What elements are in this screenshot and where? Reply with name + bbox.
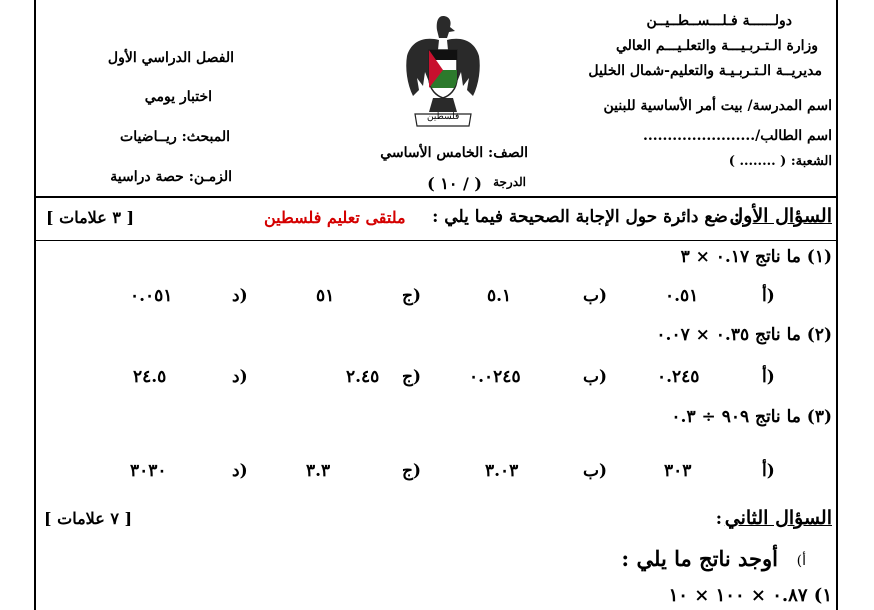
q1-item1-letter-b: ب) xyxy=(583,286,608,306)
grade-label: الصف: الخامس الأساسي xyxy=(380,145,528,161)
q1-item1-option-b[interactable]: ٥.١ xyxy=(487,286,512,306)
semester-label: الفصل الدراسي الأول xyxy=(107,50,234,66)
emblem-caption: فلسطين xyxy=(427,112,460,122)
q1-item3-letter-d: د) xyxy=(232,461,248,481)
q1-item3-letter-b: ب) xyxy=(583,461,608,481)
q1-item1-option-a[interactable]: ٠.٥١ xyxy=(665,286,699,306)
q2-marks: [ ٧ علامات ] xyxy=(44,509,133,528)
q1-item1-question: (١) ما ناتج ٠.١٧ × ٣ xyxy=(680,247,832,267)
q1-item3-option-d[interactable]: ٣٠٣٠ xyxy=(130,461,167,481)
q1-item2-letter-b: ب) xyxy=(583,367,608,387)
q1-instruction: : ضع دائرة حول الإجابة الصحيحة فيما يلي : xyxy=(432,207,740,227)
exam-type: اختبار يومي xyxy=(144,89,212,105)
q1-item1-letter-d: د) xyxy=(232,286,248,306)
time-label: الزمـن: حصة دراسية xyxy=(110,169,232,185)
q1-item2-option-c[interactable]: ٢.٤٥ xyxy=(346,367,380,387)
q1-item2-question: (٢) ما ناتج ٠.٣٥ × ٠.٠٧ xyxy=(656,325,832,345)
q1-item3-letter-c: ج) xyxy=(402,461,422,481)
score-label: الدرجة xyxy=(493,175,526,189)
q1-divider xyxy=(34,240,838,241)
q2-sub-title: أوجد ناتج ما يلي : xyxy=(621,546,778,571)
q1-item2-letter-d: د) xyxy=(232,367,248,387)
directorate-name: مديريــة الـتـربـيـة والتعليم-شمال الخليل xyxy=(588,63,822,79)
section-field[interactable]: الشعبة: ( ........ ) xyxy=(728,154,832,169)
school-name: اسم المدرسة/ بيت أمر الأساسية للبنين xyxy=(603,98,832,114)
q1-item2-letter-c: ج) xyxy=(402,367,422,387)
q1-item3-option-c[interactable]: ٣.٣ xyxy=(306,461,331,481)
q1-item3-letter-a: أ) xyxy=(762,461,775,481)
q1-item1-option-c[interactable]: ٥١ xyxy=(316,286,335,306)
q1-item3-question: (٣) ما ناتج ٩٠٩ ÷ ٠.٣ xyxy=(671,407,832,427)
q1-title: السؤال الأول xyxy=(729,205,832,227)
q2-item1: ١) ٠.٨٧ × ١٠٠ × ١٠ xyxy=(668,585,832,606)
q2-title: السؤال الثاني xyxy=(724,507,832,529)
q1-item2-letter-a: أ) xyxy=(762,367,775,387)
ministry-name: وزارة الـتـربـيـــة والتعلـيـــم العالي xyxy=(615,38,818,54)
student-name-field[interactable]: اسم الطالب/....................... xyxy=(643,128,832,144)
q1-item3-option-b[interactable]: ٣.٠٣ xyxy=(485,461,519,481)
q2-colon: : xyxy=(715,509,722,529)
q1-item1-letter-a: أ) xyxy=(762,286,775,306)
forum-watermark: ملتقى تعليم فلسطين xyxy=(264,208,406,227)
q2-sub-letter: أ) xyxy=(796,553,806,569)
q1-item1-option-d[interactable]: ٠.٠٥١ xyxy=(130,286,173,306)
q1-item1-letter-c: ج) xyxy=(402,286,422,306)
header-divider xyxy=(34,196,838,198)
q1-item2-option-a[interactable]: ٠.٢٤٥ xyxy=(657,367,700,387)
q1-item3-option-a[interactable]: ٣٠٣ xyxy=(664,461,692,481)
state-name: دولــــــة فـلـــســطــيــن xyxy=(646,13,792,29)
score-box: ( / ١٠ ) xyxy=(427,174,482,193)
q1-item2-option-d[interactable]: ٢٤.٥ xyxy=(133,367,167,387)
q1-marks: [ ٣ علامات ] xyxy=(46,208,135,227)
q1-item2-option-b[interactable]: ٠.٠٢٤٥ xyxy=(469,367,521,387)
subject-label: المبحث: ريــاضيات xyxy=(120,129,230,145)
